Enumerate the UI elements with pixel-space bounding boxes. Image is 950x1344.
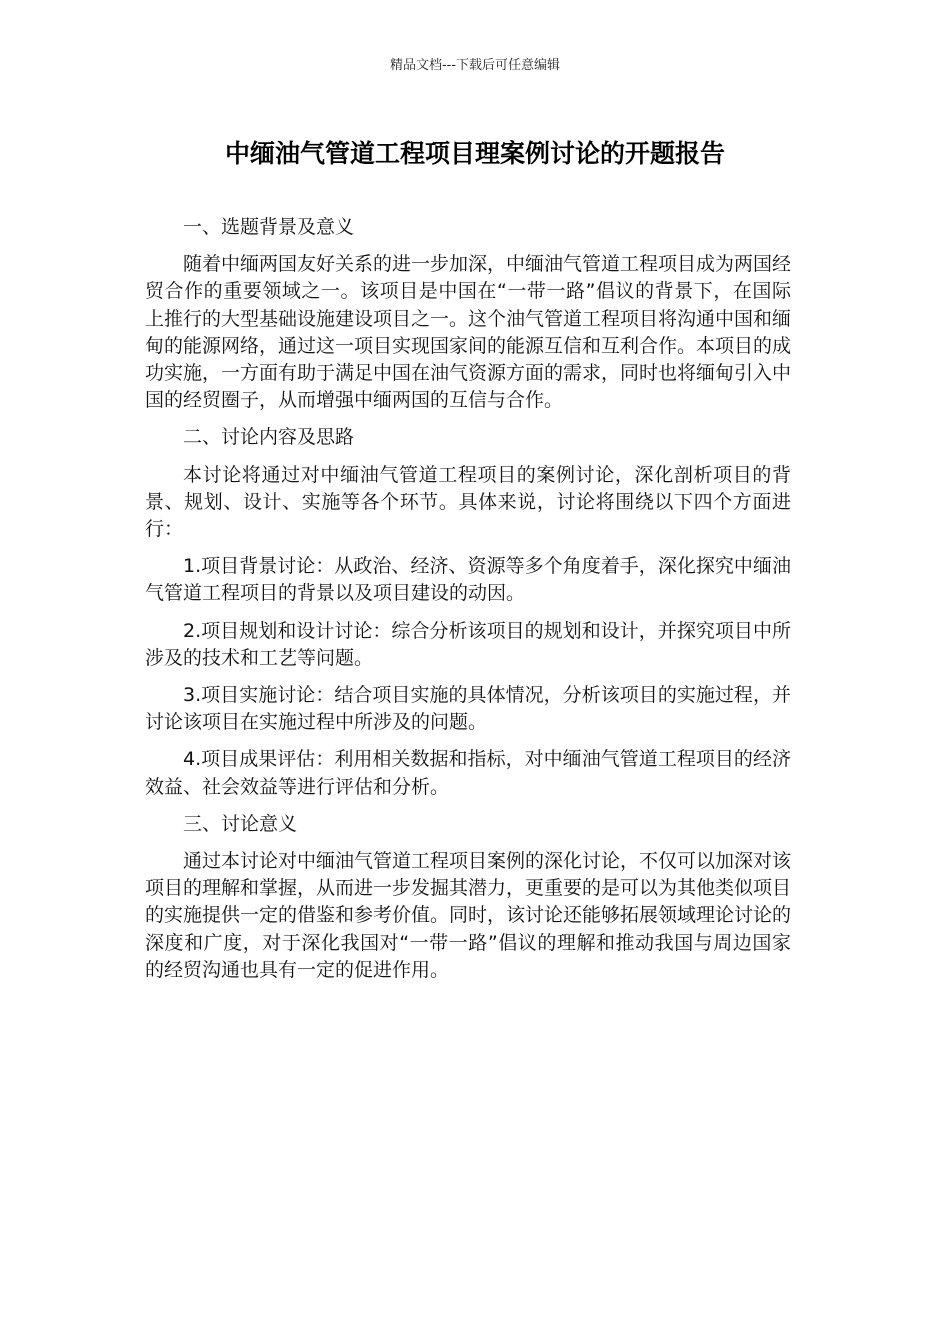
paragraph-content-item-1: 1.项目背景讨论：从政治、经济、资源等多个角度着手，深化探究中缅油气管道工程项目的背景以及项目建设的动因。 xyxy=(145,555,791,605)
paragraph-background: 随着中缅两国友好关系的进一步加深，中缅油气管道工程项目成为两国经贸合作的重要领域之一。该项目是中国在“一带一路”倡议的背景下，在国际上推行的大型基础设施建设项目之一。这个油气管道工程项目将沟通中国和缅甸的能源网络，通过这一项目实现国家间的能源互信和互利合作。本项目的成功实施，一方面有助于满足中国在油气资源方面的需求，同时也将缅甸引入中国的经贸圈子，从而增强中缅两国的互信与合作。 xyxy=(145,253,792,412)
paragraph-significance: 通过本讨论对中缅油气管道工程项目案例的深化讨论，不仅可以加深对该项目的理解和掌握，从而进一步发掘其潜力，更重要的是可以为其他类似项目的实施提供一定的借鉴和参考价值。同时，该讨论还能够拓展领域理论讨论的深度和广度，对于深化我国对“一带一路”倡议的理解和推动我国与周边国家的经贸沟通也具有一定的促进作用。 xyxy=(145,850,792,981)
page-header-note: 精品文档---下载后可任意编辑 xyxy=(389,58,561,73)
document-title: 中缅油气管道工程项目理案例讨论的开题报告 xyxy=(224,139,725,168)
paragraph-content-item-4: 4.项目成果评估：利用相关数据和指标，对中缅油气管道工程项目的经济效益、社会效益等进行评估和分析。 xyxy=(145,748,791,798)
paragraph-content-item-2: 2.项目规划和设计讨论：综合分析该项目的规划和设计，并探究项目中所涉及的技术和工艺等问题。 xyxy=(145,619,791,669)
section-heading-significance: 三、讨论意义 xyxy=(183,812,298,835)
paragraph-content-intro: 本讨论将通过对中缅油气管道工程项目的案例讨论，深化剖析项目的背景、规划、设计、实施等各个环节。具体来说，讨论将围绕以下四个方面进行： xyxy=(145,463,791,541)
paragraph-content-item-3: 3.项目实施讨论：结合项目实施的具体情况，分析该项目的实施过程，并讨论该项目在实施过程中所涉及的问题。 xyxy=(145,684,791,734)
section-heading-content: 二、讨论内容及思路 xyxy=(183,426,355,449)
section-heading-background: 一、选题背景及意义 xyxy=(183,216,355,238)
document-body xyxy=(145,214,791,994)
